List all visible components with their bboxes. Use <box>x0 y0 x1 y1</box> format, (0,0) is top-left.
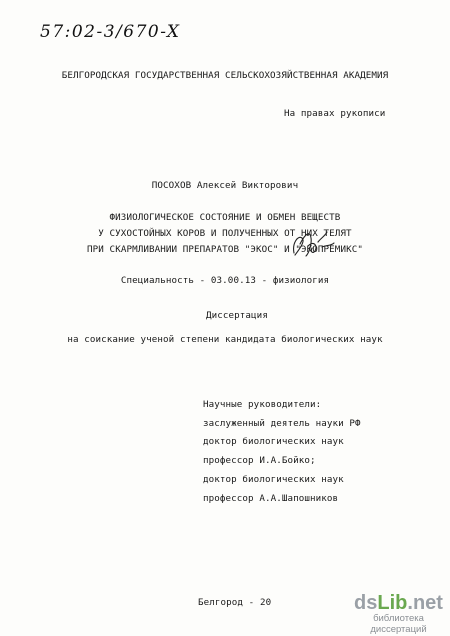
dissertation-label: Диссертация <box>206 310 268 321</box>
dslib-watermark <box>347 592 450 635</box>
title-line-3: ПРИ СКАРМЛИВАНИИ ПРЕПАРАТОВ "ЭКОС" И "ЭКОПРЕМИКС" <box>87 244 363 255</box>
degree-line: на соискание ученой степени кандидата биологических наук <box>67 334 383 345</box>
dslib-logo: dsLib.net <box>354 592 443 614</box>
manuscript-rights: На правах рукописи <box>284 108 386 119</box>
supervisors-heading: Научные руководители: <box>203 399 322 410</box>
dslib-subtitle: библиотека диссертаций <box>370 613 427 635</box>
author-name: ПОСОХОВ Алексей Викторович <box>151 180 299 191</box>
supervisor-line: заслуженный деятель науки РФ <box>203 418 361 429</box>
handwritten-code: 57:02-3/670-X <box>40 22 181 42</box>
title-line-1: ФИЗИОЛОГИЧЕСКОЕ СОСТОЯНИЕ И ОБМЕН ВЕЩЕСТВ <box>109 212 341 223</box>
academy-name: БЕЛГОРОДСКАЯ ГОСУДАРСТВЕННАЯ СЕЛЬСКОХОЗЯЙСТВЕННАЯ АКАДЕМИЯ <box>61 70 389 81</box>
supervisor-line: профессор А.А.Шапошников <box>203 493 339 504</box>
supervisor-line: профессор И.А.Бойко; <box>203 455 316 466</box>
specialty: Специальность - 03.00.13 - физиология <box>120 275 330 286</box>
signature-icon <box>288 226 338 260</box>
supervisor-line: доктор биологических наук <box>203 436 344 447</box>
title-line-2: У СУХОСТОЙНЫХ КОРОВ И ПОЛУЧЕННЫХ ОТ НИХ ТЕЛЯТ <box>98 228 352 239</box>
city-year: Белгород - 20 <box>198 597 272 608</box>
supervisor-line: доктор биологических наук <box>203 474 344 485</box>
